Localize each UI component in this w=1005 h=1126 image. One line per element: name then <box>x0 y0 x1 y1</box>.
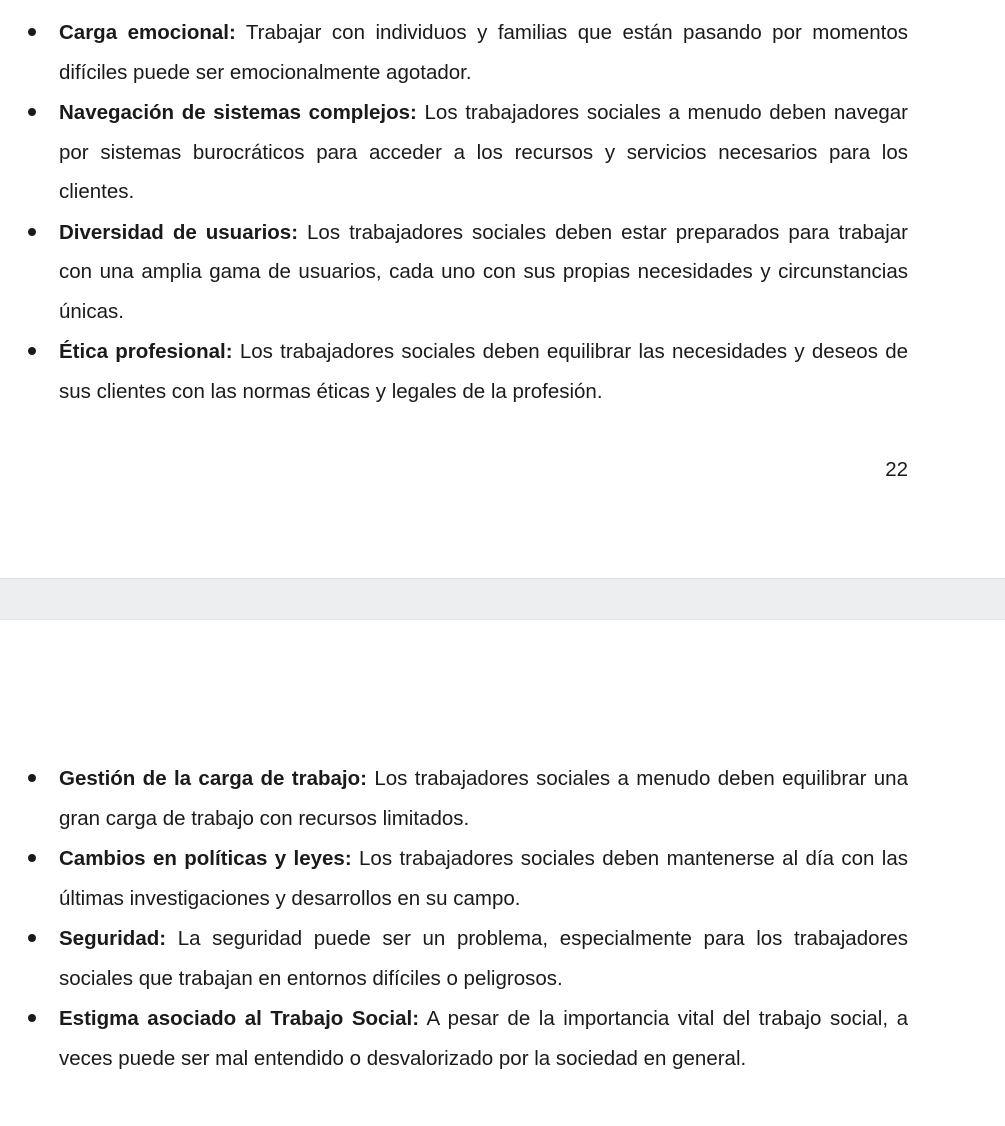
item-term: Navegación de sistemas complejos: <box>59 101 417 124</box>
item-text: Los trabajadores sociales deben equilibrar las necesidades y deseos de sus clientes con las normas éticas y legales de la profesión. <box>59 340 908 403</box>
list-item <box>59 332 908 411</box>
list-item <box>59 839 908 918</box>
list-item <box>59 919 908 998</box>
item-text: Los trabajadores sociales a menudo deben equilibrar una gran carga de trabajo con recursos limitados. <box>59 767 908 830</box>
item-text: Trabajar con individuos y familias que están pasando por momentos difíciles puede ser emocionalmente agotador. <box>59 21 908 84</box>
item-term: Seguridad: <box>59 927 167 950</box>
bullet-icon <box>28 934 36 942</box>
list-item <box>59 213 908 332</box>
item-term: Carga emocional: <box>59 21 236 44</box>
list-item <box>59 13 908 92</box>
item-text: A pesar de la importancia vital del trabajo social, a veces puede ser mal entendido o desvalorizado por la sociedad en general. <box>59 1007 909 1070</box>
item-text: La seguridad puede ser un problema, especialmente para los trabajadores sociales que trabajan en entornos difíciles o peligrosos. <box>59 927 908 990</box>
list-item <box>59 999 908 1078</box>
list-item <box>59 759 908 838</box>
bullet-list-top <box>59 13 908 412</box>
item-term: Cambios en políticas y leyes: <box>59 847 352 870</box>
item-term: Ética profesional: <box>59 340 233 363</box>
item-text: Los trabajadores sociales a menudo deben navegar por sistemas burocráticos para acceder a los recursos y servicios necesarios para los clientes. <box>59 101 908 203</box>
item-text: Los trabajadores sociales deben estar preparados para trabajar con una amplia gama de usuarios, cada uno con sus propias necesidades y circunstancias únicas. <box>59 220 908 323</box>
bullet-icon <box>28 854 36 862</box>
bullet-icon <box>28 347 36 355</box>
bullet-icon <box>28 1014 36 1022</box>
bullet-icon <box>28 228 36 236</box>
bullet-icon <box>28 28 36 36</box>
page-number: 22 <box>885 458 908 481</box>
item-term: Estigma asociado al Trabajo Social: <box>59 1007 420 1030</box>
page-separator <box>0 578 1005 620</box>
item-term: Gestión de la carga de trabajo: <box>59 767 367 790</box>
item-text: Los trabajadores sociales deben mantenerse al día con las últimas investigaciones y desarrollos en su campo. <box>59 847 908 910</box>
list-item <box>59 93 908 212</box>
bullet-icon <box>28 108 36 116</box>
item-term: Diversidad de usuarios: <box>59 220 299 244</box>
bullet-icon <box>28 774 36 782</box>
document-page-bottom <box>0 620 1005 1126</box>
bullet-list-bottom <box>59 759 908 1079</box>
